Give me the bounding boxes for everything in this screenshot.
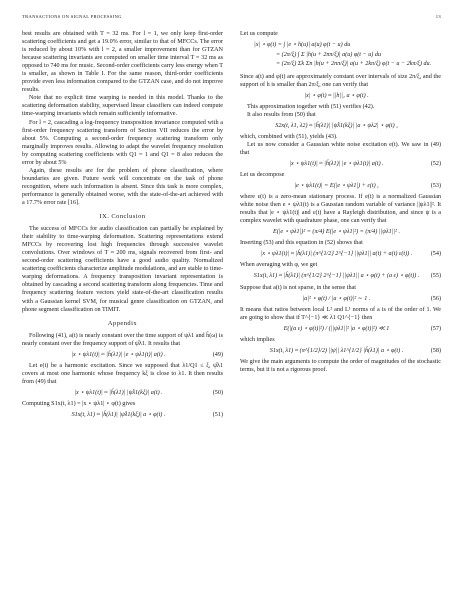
paragraph: Note that no explicit time warping is needed in this model. Thanks to the scattering deformation stability, supervised linear classifiers can indeed compute time-warping invariants which remain sufficiently informative. [22, 95, 223, 118]
equation [240, 272, 441, 280]
paragraph: We give the main arguments to compute the order of magnitudes of the stochastic terms, but it is not a rigorous proof. [240, 358, 441, 373]
equation [240, 160, 441, 168]
equation-body: S1x(t, λ1) ≈ |ĥ(λ1)| |ψ̂λ1(kξ)| a ⋆ φ(t) . [71, 412, 166, 419]
equation-number: (50) [212, 389, 223, 396]
equation [240, 122, 441, 130]
equation-number: (54) [430, 251, 441, 258]
equation-body: |e ⋆ ψλ1(t)| = E(|e ⋆ ψλ1|) + ε(t) , [294, 183, 379, 190]
equation-body: S2x(t, λ1, λ2) ≈ |ĥ(λ1)| |ψ̂λ1(kξ)| |a ⋆ ψλ2| ⋆ φ(t) , [275, 122, 398, 129]
equation-line: |x| ⋆ φ(t) = ∫ |e ⋆ h(u)| a(u) φ(t − u) du [254, 42, 351, 49]
section-heading-conclusion: IX. Conclusion [99, 213, 146, 221]
equation-number: (51) [212, 412, 223, 419]
equation [22, 389, 223, 397]
running-header [22, 14, 441, 24]
equation-body: |x ⋆ ψλ1(t)| ≈ |ĥ(λ1)| |ψ̂λ1(kξ)| a(t) . [74, 389, 163, 396]
paragraph: When averaging with φ, we get [240, 262, 318, 269]
paragraph: Again, these results are for the problem of phone classification, where boundaries are given. Future work will concentrate on the task of phone recognition, where such information is absent. Since this task is more complex, performance is generally obtained worse, with the state-of-the-art achieved with a 17.7% error rate [16]. [22, 167, 223, 206]
paragraph: which implies [240, 336, 275, 343]
equation-body: |x| ⋆ φ(t) ≈ ||h||₁ a ⋆ φ(t) . [304, 92, 369, 99]
equation-body: |x ⋆ ψλ1(t)| ≈ |ĥ(λ1)| (π^{1/2} 2^{−1} ||ψλ1|| a(t) + a(t) ε(t)) . [260, 251, 413, 258]
paragraph: The success of MFCCs for audio classification can partially be explained by their stability to time-warping deformation. Scattering representations extend MFCCs by recovering lost high frequencies through successive wavelet convolutions. Over windows of T ≈ 200 ms, signals recovered from first- and second-order scattering coefficients have a good audio quality. Normalized scattering coefficients characterize amplitude modulations, and are stable to time-warping deformations. A frequency transposition invariant representation is obtained by cascading a second scattering transform along frequencies. Time and frequency scattering feature vectors yield state-of-the-art classification results with a Gaussian kernel SVM, for musical genre classification on GTZAN, and phone segment classification on TIMIT. [22, 226, 223, 313]
paragraph: It means that ratios between local L² and L¹ norms of a is of the order of 1. We are going to show that if T^{−1} ≪ λ1 Q1^{−1} then [240, 306, 441, 321]
paragraph: This approximation together with (51) verifies (42). [247, 103, 375, 110]
equation [240, 250, 441, 258]
equation-block [254, 41, 441, 70]
paragraph: where ε(t) is a zero-mean stationary process. If e(t) is a normalized Gaussian white noise then e ⋆ ψλ1(t) is a Gaussian random variable of variance ||ψλ1||². It results that |e ⋆ ψλ1(t)| and ε(t) have a Rayleigh distribution, and since ψ is a complex wavelet with quadrature phase, one can verify that [240, 194, 441, 225]
left-column [22, 30, 223, 422]
equation-body: |x ⋆ ψλ1(t)| ≈ |ĥ(λ1)| |e ⋆ ψλ1(t)| a(t) . [71, 351, 166, 358]
equation-number: (56) [430, 295, 441, 302]
journal-title: TRANSACTIONS ON SIGNAL PROCESSING [22, 14, 122, 19]
equation [240, 228, 441, 236]
paragraph: Let us decompose [240, 172, 285, 179]
paragraph: Following (41), a(t) is nearly constant over the time support of ψλ1 and ĥ(ω) is nearly constant over the frequency support of ψ̂λ1. It results that [22, 332, 223, 347]
equation-number: (52) [430, 160, 441, 167]
equation [240, 347, 441, 355]
equation [240, 325, 441, 333]
equation-body: S1x(t, λ1) ≈ |ĥ(λ1)| (π^{1/2} 2^{−1} ||ψλ1|| a ⋆ φ(t) + (a ε) ⋆ φ(t)) . [253, 273, 420, 280]
paragraph: It also results from (50) that [247, 111, 316, 118]
equation-line: = (2π/ξ) ∫ Σ |h(u + 2nπ/ξ)| a(u) φ(t − u) du [276, 51, 382, 58]
equation [240, 182, 441, 190]
paragraph: best results are obtained with T = 32 ms. For l = 1, we only keep first-order scattering coefficients and get a 19.0% error, similar to that of MFCCs. The error is reduced by about 10% with l = 2, a smaller improvement than for GTZAN because scattering invariants are computed on smaller time interval T = 32 ms as opposed to 740 ms for music. Second-order coefficients carry less energy when T is smaller, as shown in Table I. For the same reason, third-order coefficients provide even less information compared to the GTZAN case, and do not improve results. [22, 31, 223, 94]
equation-body: S1x(t, λ1) ≈ (π^{1/2}/2) ||ψ|| λ1^{1/2} |ĥ(λ1)| a ⋆ φ(t) . [269, 347, 404, 354]
paragraph: which, combined with (51), yields (43). [240, 133, 338, 140]
equation [240, 92, 441, 100]
equation-number: (57) [430, 325, 441, 332]
paragraph: Inserting (53) and this equation in (52) shows that [240, 240, 363, 247]
equation-body: |x ⋆ ψλ1(t)| ≈ |ĥ(λ1)| |e ⋆ ψλ1(t)| a(t) . [289, 160, 384, 167]
equation-line: = (2π/ξ) Σk Σn |h(u + 2nπ/ξ)| a(u + 2kπ/ξ) φ(t − u − 2kπ/ξ) du. [276, 61, 432, 68]
paragraph: For l = 2, cascading a log-frequency transposition invariance computed with a first-order frequency scattering transform of Section VII reduces the error by about 5%. Computing a second-order frequency scattering transform only marginally improves results. Allowing to adapt the wavelet frequency resolution by computing scattering coefficients with Q1 = 1 and Q1 = 8 also reduces the error by about 5% [22, 119, 223, 166]
paragraph: Since a(t) and φ(t) are approximately constant over intervals of size 2π/ξ, and the support of h is smaller than 2π/ξ, one can verify that [240, 73, 441, 88]
paragraph: Let us now consider a Gaussian white noise excitation e(t). We saw in (49) that [240, 141, 441, 156]
paragraph: Computing S1x(t, λ1) = |x ⋆ ψλ1| ⋆ φ(t) gives [22, 400, 136, 407]
equation-number: (58) [430, 347, 441, 354]
equation-number: (53) [430, 183, 441, 190]
equation-number: (49) [212, 351, 223, 358]
right-column [240, 30, 441, 422]
equation [22, 411, 223, 419]
paragraph: Let us compute [240, 31, 278, 37]
equation [240, 295, 441, 303]
section-heading-appendix: Appendix [107, 319, 138, 327]
equation-body: E(|e ⋆ ψλ1|)² = (π/4) E(|e ⋆ ψλ1|²) = (π/4) ||ψλ1||² . [272, 229, 401, 236]
equation [22, 351, 223, 359]
paragraph: Let e(t) be a harmonic excitation. Since we supposed that λ1/Q1 ≤ ξ, ψ̂λ1 covers at most one harmonic whose frequency kξ is close to λ1. It then results from (49) that [22, 362, 223, 385]
equation-number: (55) [430, 273, 441, 280]
equation-body: E(|(a ε) ⋆ φ(t)|²) / (||ψλ1||² |a ⋆ φ(t)|²) ≪ 1 [283, 325, 390, 332]
page-number: 13 [435, 14, 441, 19]
paragraph: Suppose that a(t) is not sparse, in the sense that [240, 284, 356, 291]
equation-body: |a|² ⋆ φ(t) / |a ⋆ φ(t)|² ∼ 1 . [302, 295, 371, 302]
